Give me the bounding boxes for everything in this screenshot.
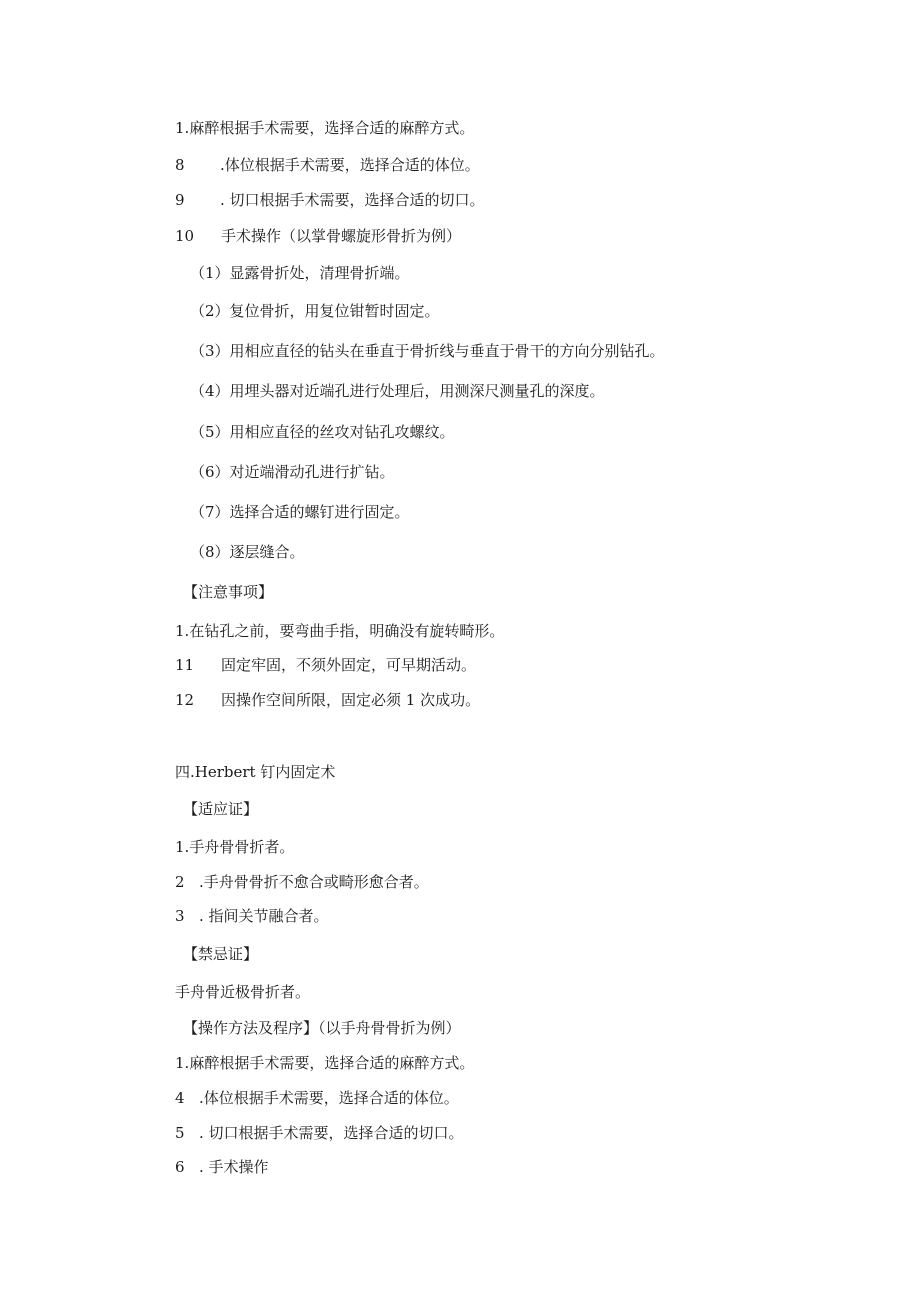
paragraph-text: 固定牢固，不须外固定，可早期活动。 bbox=[221, 656, 477, 674]
list-number: 9 bbox=[175, 191, 185, 209]
paragraph bbox=[175, 837, 294, 857]
list-number: 1. bbox=[175, 622, 190, 640]
paragraph bbox=[175, 155, 480, 175]
paragraph bbox=[175, 906, 329, 926]
section-heading: 【禁忌证】 bbox=[183, 945, 259, 963]
paragraph bbox=[175, 118, 474, 138]
list-number: 1. bbox=[175, 1054, 190, 1072]
paragraph-text: 手舟骨骨折者。 bbox=[189, 838, 295, 856]
list-number: 4 bbox=[175, 1089, 185, 1107]
list-number: 2 bbox=[175, 873, 185, 891]
paragraph bbox=[175, 872, 429, 892]
paragraph bbox=[175, 690, 480, 710]
section-heading: 【操作方法及程序】（以手舟骨骨折为例） bbox=[183, 1019, 461, 1037]
sub-step: （7）选择合适的螺钉进行固定。 bbox=[190, 503, 410, 521]
paragraph-text: 在钻孔之前，要弯曲手指，明确没有旋转畸形。 bbox=[189, 622, 505, 640]
paragraph-text: 手术操作（以掌骨螺旋形骨折为例） bbox=[221, 227, 462, 245]
sub-step: （8）逐层缝合。 bbox=[190, 543, 305, 561]
section-heading: 【注意事项】 bbox=[183, 583, 274, 601]
paragraph-text: 麻醉根据手术需要，选择合适的麻醉方式。 bbox=[189, 119, 475, 137]
list-number: 8 bbox=[175, 156, 185, 174]
sub-step: （5）用相应直径的丝攻对钻孔攻螺纹。 bbox=[190, 423, 455, 441]
paragraph bbox=[175, 1053, 474, 1073]
sub-step: （3）用相应直径的钻头在垂直于骨折线与垂直于骨干的方向分别钻孔。 bbox=[190, 342, 665, 360]
section-title: 四.Herbert 钉内固定术 bbox=[175, 763, 336, 781]
paragraph-text: 因操作空间所限，固定必须 1 次成功。 bbox=[221, 691, 481, 709]
list-number: 1. bbox=[175, 119, 190, 137]
sub-step: （6）对近端滑动孔进行扩钻。 bbox=[190, 463, 395, 481]
paragraph bbox=[175, 190, 485, 210]
paragraph bbox=[175, 226, 461, 246]
list-number: 12 bbox=[175, 691, 195, 709]
paragraph-text: .体位根据手术需要，选择合适的体位。 bbox=[199, 1089, 459, 1107]
list-number: 11 bbox=[175, 656, 195, 674]
list-number: 5 bbox=[175, 1124, 185, 1142]
paragraph-text: . 指间关节融合者。 bbox=[199, 907, 329, 925]
paragraph bbox=[175, 655, 476, 675]
list-number: 10 bbox=[175, 227, 195, 245]
sub-step: （1）显露骨折处，清理骨折端。 bbox=[190, 264, 410, 282]
paragraph-text: 麻醉根据手术需要，选择合适的麻醉方式。 bbox=[189, 1054, 475, 1072]
list-number: 1. bbox=[175, 838, 190, 856]
section-heading: 【适应证】 bbox=[183, 800, 259, 818]
list-number: 6 bbox=[175, 1158, 185, 1176]
paragraph bbox=[175, 1123, 464, 1143]
paragraph-text: .体位根据手术需要，选择合适的体位。 bbox=[220, 156, 480, 174]
paragraph-text: . 切口根据手术需要，选择合适的切口。 bbox=[220, 191, 485, 209]
paragraph-text: .手舟骨骨折不愈合或畸形愈合者。 bbox=[199, 873, 429, 891]
paragraph: 手舟骨近极骨折者。 bbox=[175, 983, 311, 1001]
sub-step: （2）复位骨折，用复位钳暂时固定。 bbox=[190, 302, 440, 320]
paragraph bbox=[175, 1157, 269, 1177]
sub-step: （4）用埋头器对近端孔进行处理后，用测深尺测量孔的深度。 bbox=[190, 382, 605, 400]
paragraph bbox=[175, 1088, 459, 1108]
paragraph bbox=[175, 621, 504, 641]
list-number: 3 bbox=[175, 907, 185, 925]
paragraph-text: . 手术操作 bbox=[199, 1158, 269, 1176]
paragraph-text: . 切口根据手术需要，选择合适的切口。 bbox=[199, 1124, 464, 1142]
